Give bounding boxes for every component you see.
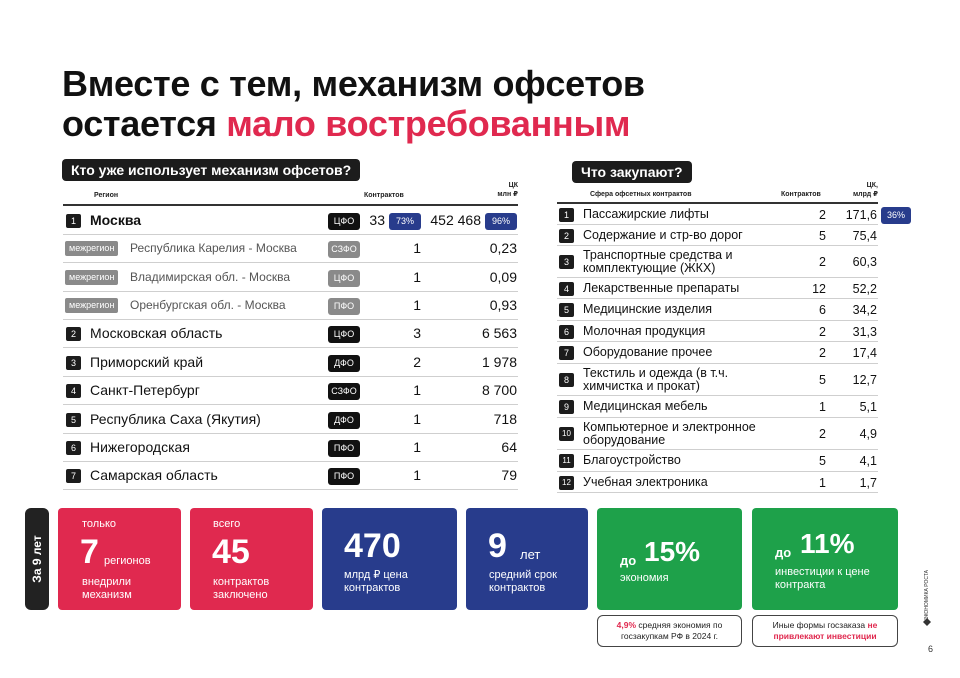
card-contracts: [190, 508, 313, 610]
card-economy-bottom: экономия: [620, 572, 669, 584]
federal-district-badge: ЦФО: [328, 326, 360, 343]
rank-badge: 7: [559, 346, 574, 360]
card-regions-bottom: внедрили механизм: [82, 576, 132, 601]
purchase-sphere: Текстиль и одежда (в т.ч. химчистка и прокат): [583, 366, 729, 393]
title-line-2-accent: мало востребованным: [226, 103, 631, 144]
note-economy: [597, 615, 742, 647]
purchase-row: [557, 299, 878, 321]
purchase-row: [557, 204, 905, 225]
card-contracts-top: всего: [213, 518, 241, 530]
card-price-value: 470: [344, 527, 401, 565]
contracts-count: 2: [819, 427, 826, 441]
contracts-count: 12: [812, 282, 826, 296]
purchase-row: [557, 246, 878, 278]
purchase-sphere: Благоустройство: [583, 453, 681, 467]
rank-badge: 7: [66, 469, 81, 483]
contract-price: 4,9: [859, 427, 877, 441]
card-price: [322, 508, 457, 610]
contracts-count: 5: [819, 229, 826, 243]
contract-price: 452 468: [430, 212, 481, 228]
contract-price: 75,4: [852, 229, 877, 243]
card-regions-unit: регионов: [104, 555, 151, 567]
region-row: [63, 405, 518, 434]
contract-price: 79: [501, 467, 517, 483]
card-economy-pre: до: [620, 553, 637, 568]
contract-price: 171,6: [845, 208, 877, 222]
interregion-tag: межрегион: [65, 270, 118, 285]
contracts-count: 2: [819, 325, 826, 339]
card-contracts-bottom: контрактов заключено: [213, 576, 270, 601]
rank-badge: 12: [559, 476, 574, 490]
region-name: Самарская область: [90, 467, 218, 483]
purchase-row: [557, 342, 878, 364]
card-economy-value: 15%: [644, 536, 701, 567]
contract-price: 0,09: [489, 269, 517, 285]
federal-district-badge: ДФО: [328, 355, 360, 372]
card-regions-top: только: [82, 518, 116, 530]
region-name: Нижегородская: [90, 439, 190, 455]
contract-price: 5,1: [859, 400, 877, 414]
price-share-badge: 36%: [881, 207, 911, 224]
contract-price: 0,93: [489, 297, 517, 313]
note-economy-highlight: 4,9%: [616, 620, 637, 630]
card-investment-pre: до: [775, 545, 792, 560]
card-term-value: 9: [488, 527, 507, 565]
contract-price: 718: [493, 411, 517, 427]
left-section-pill: Кто уже использует механизм офсетов?: [62, 159, 360, 181]
contract-price: 0,23: [489, 240, 517, 256]
title-line-2: [62, 104, 842, 144]
contracts-count: 33: [369, 212, 385, 228]
region-name: Республика Саха (Якутия): [90, 411, 261, 427]
rank-badge: 5: [66, 413, 81, 427]
brand-logo-text: ЭКОНОМИКА РОСТА: [924, 569, 930, 621]
contracts-count: 2: [819, 255, 826, 269]
region-name: Республика Карелия - Москва: [130, 241, 297, 255]
contracts-count: 1: [413, 269, 421, 285]
page-title: [62, 64, 842, 144]
contracts-count: 1: [413, 439, 421, 455]
contracts-count: 2: [819, 346, 826, 360]
rank-badge: 2: [559, 229, 574, 243]
region-name: Санкт-Петербург: [90, 382, 200, 398]
rank-badge: 10: [559, 427, 574, 441]
contracts-count: 6: [819, 303, 826, 317]
contract-price: 1 978: [481, 354, 517, 370]
card-term-unit: лет: [520, 547, 541, 562]
note-investment-text: Иные формы госзаказа: [772, 620, 868, 630]
region-row-interregion: [63, 235, 518, 263]
rank-badge: 3: [559, 255, 574, 269]
right-section-pill: Что закупают?: [572, 161, 692, 183]
period-label: За 9 лет: [30, 535, 44, 583]
purchase-row: [557, 278, 878, 299]
region-name: Приморский край: [90, 354, 204, 370]
federal-district-badge: ПФО: [328, 298, 360, 315]
contract-price: 31,3: [852, 325, 877, 339]
left-header-region: Регион: [94, 192, 119, 199]
contracts-count: 1: [819, 400, 826, 414]
contract-price: 6 563: [481, 325, 517, 341]
contract-price: 52,2: [852, 282, 877, 296]
right-header-contracts: Контрактов: [781, 191, 821, 198]
rank-badge: 4: [559, 282, 574, 296]
federal-district-badge: СЗФО: [328, 241, 360, 258]
left-header-contracts: Контрактов: [364, 192, 404, 199]
contracts-share-badge: 73%: [389, 213, 421, 230]
contracts-count: 2: [413, 354, 421, 370]
card-economy: [597, 508, 742, 610]
purchase-sphere: Содержание и стр-во дорог: [583, 228, 743, 242]
purchase-sphere: Оборудование прочее: [583, 345, 713, 359]
period-tab: [25, 508, 49, 610]
contract-price: 64: [501, 439, 517, 455]
right-header-sphere: Сфера офсетных контрактов: [590, 191, 692, 198]
note-investment-highlight: не привлекают инвестиции: [773, 620, 878, 641]
region-name: Московская область: [90, 325, 223, 341]
region-row: [63, 434, 518, 462]
rank-badge: 6: [559, 325, 574, 339]
card-price-bottom: млрд ₽ цена контрактов: [344, 569, 408, 594]
rank-badge: 11: [559, 454, 574, 468]
card-regions-value: 7: [80, 533, 99, 571]
purchase-sphere: Пассажирские лифты: [583, 207, 709, 221]
contracts-count: 1: [819, 476, 826, 490]
card-term-bottom: средний срок контрактов: [489, 569, 557, 594]
purchase-row: [557, 396, 878, 418]
rank-badge: 5: [559, 303, 574, 317]
contracts-count: 5: [819, 373, 826, 387]
purchase-row: [557, 450, 878, 472]
card-term: [466, 508, 588, 610]
interregion-tag: межрегион: [65, 298, 118, 313]
region-name: Владимирская обл. - Москва: [130, 270, 291, 284]
region-name: Оренбургская обл. - Москва: [130, 298, 286, 312]
title-line-1: Вместе с тем, механизм офсетов: [62, 63, 645, 104]
purchase-sphere: Лекарственные препараты: [583, 281, 740, 295]
region-row-top: [63, 207, 518, 235]
note-economy-text: средняя экономия по госзакупкам РФ в 2024 г.: [621, 620, 723, 641]
contracts-count: 3: [413, 325, 421, 341]
purchase-row: [557, 472, 878, 493]
right-header-price: ЦК, млрд ₽: [853, 182, 878, 198]
federal-district-badge: ПФО: [328, 468, 360, 485]
rank-badge: 1: [66, 214, 81, 228]
federal-district-badge: ЦФО: [328, 270, 360, 287]
contracts-count: 1: [413, 240, 421, 256]
contracts-count: 1: [413, 297, 421, 313]
purchase-row: [557, 364, 878, 396]
federal-district-badge: СЗФО: [328, 383, 360, 400]
contract-price: 60,3: [852, 255, 877, 269]
rank-badge: 2: [66, 327, 81, 341]
contract-price: 8 700: [481, 382, 517, 398]
region-row: [63, 377, 518, 405]
contracts-count: 1: [413, 382, 421, 398]
contract-price: 34,2: [852, 303, 877, 317]
purchase-sphere: Компьютерное и электронное оборудование: [583, 420, 756, 447]
region-row-interregion: [63, 292, 518, 320]
contracts-count: 1: [413, 411, 421, 427]
left-header-price: ЦК млн ₽: [497, 182, 518, 198]
region-row: [63, 320, 518, 348]
card-investment: [752, 508, 898, 610]
card-contracts-value: 45: [212, 533, 250, 571]
note-investment: [752, 615, 898, 647]
federal-district-badge: ПФО: [328, 440, 360, 457]
card-regions: [58, 508, 181, 610]
purchase-row: [557, 225, 878, 246]
federal-district-badge: ЦФО: [328, 213, 360, 230]
contract-price: 1,7: [859, 476, 877, 490]
purchase-sphere: Учебная электроника: [583, 475, 708, 489]
page-number: 6: [928, 644, 934, 654]
federal-district-badge: ДФО: [328, 412, 360, 429]
rank-badge: 6: [66, 441, 81, 455]
card-investment-value: 11%: [800, 528, 855, 559]
contract-price: 17,4: [852, 346, 877, 360]
purchase-sphere: Транспортные средства и комплектующие (ЖКХ): [583, 248, 733, 275]
purchase-row: [557, 418, 878, 450]
contracts-count: 5: [819, 454, 826, 468]
purchase-sphere: Медицинская мебель: [583, 399, 708, 413]
contract-price: 4,1: [859, 454, 877, 468]
rank-badge: 4: [66, 384, 81, 398]
card-investment-bottom: инвестиции к цене контракта: [775, 566, 870, 591]
purchase-sphere: Медицинские изделия: [583, 302, 712, 316]
region-row: [63, 348, 518, 377]
interregion-tag: межрегион: [65, 241, 118, 256]
title-line-2-plain: остается: [62, 103, 227, 144]
rank-badge: 8: [559, 373, 574, 387]
contract-price: 12,7: [852, 373, 877, 387]
rank-badge: 3: [66, 356, 81, 370]
purchase-sphere: Молочная продукция: [583, 324, 706, 338]
contracts-count: 2: [819, 208, 826, 222]
rank-badge: 1: [559, 208, 574, 222]
region-row-interregion: [63, 263, 518, 292]
left-header-rule: [63, 204, 518, 206]
rank-badge: 9: [559, 400, 574, 414]
purchase-row: [557, 321, 878, 342]
price-share-badge: 96%: [485, 213, 517, 230]
brand-logo: [920, 560, 934, 630]
region-row: [63, 462, 518, 490]
region-name: Москва: [90, 212, 142, 228]
contracts-count: 1: [413, 467, 421, 483]
